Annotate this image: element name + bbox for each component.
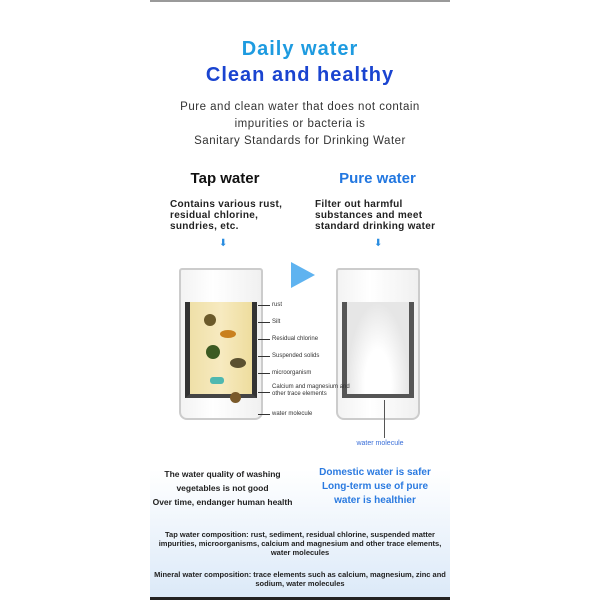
label-leader [258, 339, 270, 340]
desc-line: sundries, etc. [170, 221, 239, 232]
pure-water-heading: Pure water [339, 170, 416, 187]
down-arrow-icon: ⬇ [219, 238, 228, 249]
label-leader [258, 356, 270, 357]
label-silt: Silt [272, 319, 281, 325]
title-line-1: Daily water [241, 38, 359, 60]
desc-line: standard drinking water [315, 221, 436, 232]
intro-line: Pure and clean water that does not contain [180, 101, 420, 113]
summary-line: Over time, endanger human health [152, 497, 293, 507]
clean-water [342, 302, 414, 398]
label-leader [258, 414, 270, 415]
pure-water-summary [300, 466, 450, 508]
intro-line: impurities or bacteria is [234, 118, 366, 130]
title-line-2: Clean and healthy [205, 64, 395, 86]
down-arrow-icon: ⬇ [374, 238, 383, 249]
label-suspended-solids: Suspended solids [272, 353, 320, 359]
mineral-particle [230, 392, 241, 403]
desc-line: Contains various rust, [170, 199, 283, 210]
right-arrow-icon [291, 262, 315, 288]
label-residual-chlorine: Residual chlorine [272, 336, 319, 342]
rust-particle [204, 314, 216, 326]
dirty-water [185, 302, 257, 398]
solid-particle [230, 358, 246, 368]
summary-line: vegetables is not good [176, 483, 269, 493]
microorganism-particle [210, 377, 224, 384]
chlorine-particle [206, 345, 220, 359]
label-leader [258, 305, 270, 306]
pure-water-description [315, 199, 450, 232]
pure-water-molecule-label: water molecule [356, 440, 404, 447]
intro-text [150, 99, 450, 150]
summary-line: The water quality of washing [164, 469, 281, 479]
tap-water-summary [150, 467, 295, 509]
mineral-water-composition: Mineral water composition: trace elements such as calcium, magnesium, zinc and sodium, water molecules [154, 570, 446, 588]
summary-line: Domestic water is safer [319, 467, 431, 478]
top-divider [150, 0, 450, 2]
summary-line: Long-term use of pure [321, 481, 429, 492]
desc-line: substances and meet [315, 210, 423, 221]
label-leader [258, 322, 270, 323]
summary-line: water is healthier [334, 495, 416, 506]
tap-water-glass [179, 268, 263, 420]
tap-water-description [170, 199, 305, 232]
desc-line: residual chlorine, [170, 210, 259, 221]
label-water-molecule: water molecule [272, 411, 313, 417]
intro-line: Sanitary Standards for Drinking Water [194, 135, 406, 147]
silt-particle [220, 330, 236, 338]
label-rust: rust [272, 302, 283, 308]
desc-line: Filter out harmful [315, 199, 403, 210]
label-microorganism: microorganism [272, 370, 312, 376]
label-leader [258, 392, 270, 393]
label-calcium-magnesium: Calcium and magnesium and other trace elements [272, 384, 350, 397]
label-leader [384, 400, 385, 438]
tap-water-heading: Tap water [190, 170, 260, 187]
tap-water-composition: Tap water composition: rust, sediment, residual chlorine, suspended matter impurities, microorganisms, calcium and magnesium and other trace elements, water molecules [158, 530, 442, 557]
label-leader [258, 373, 270, 374]
